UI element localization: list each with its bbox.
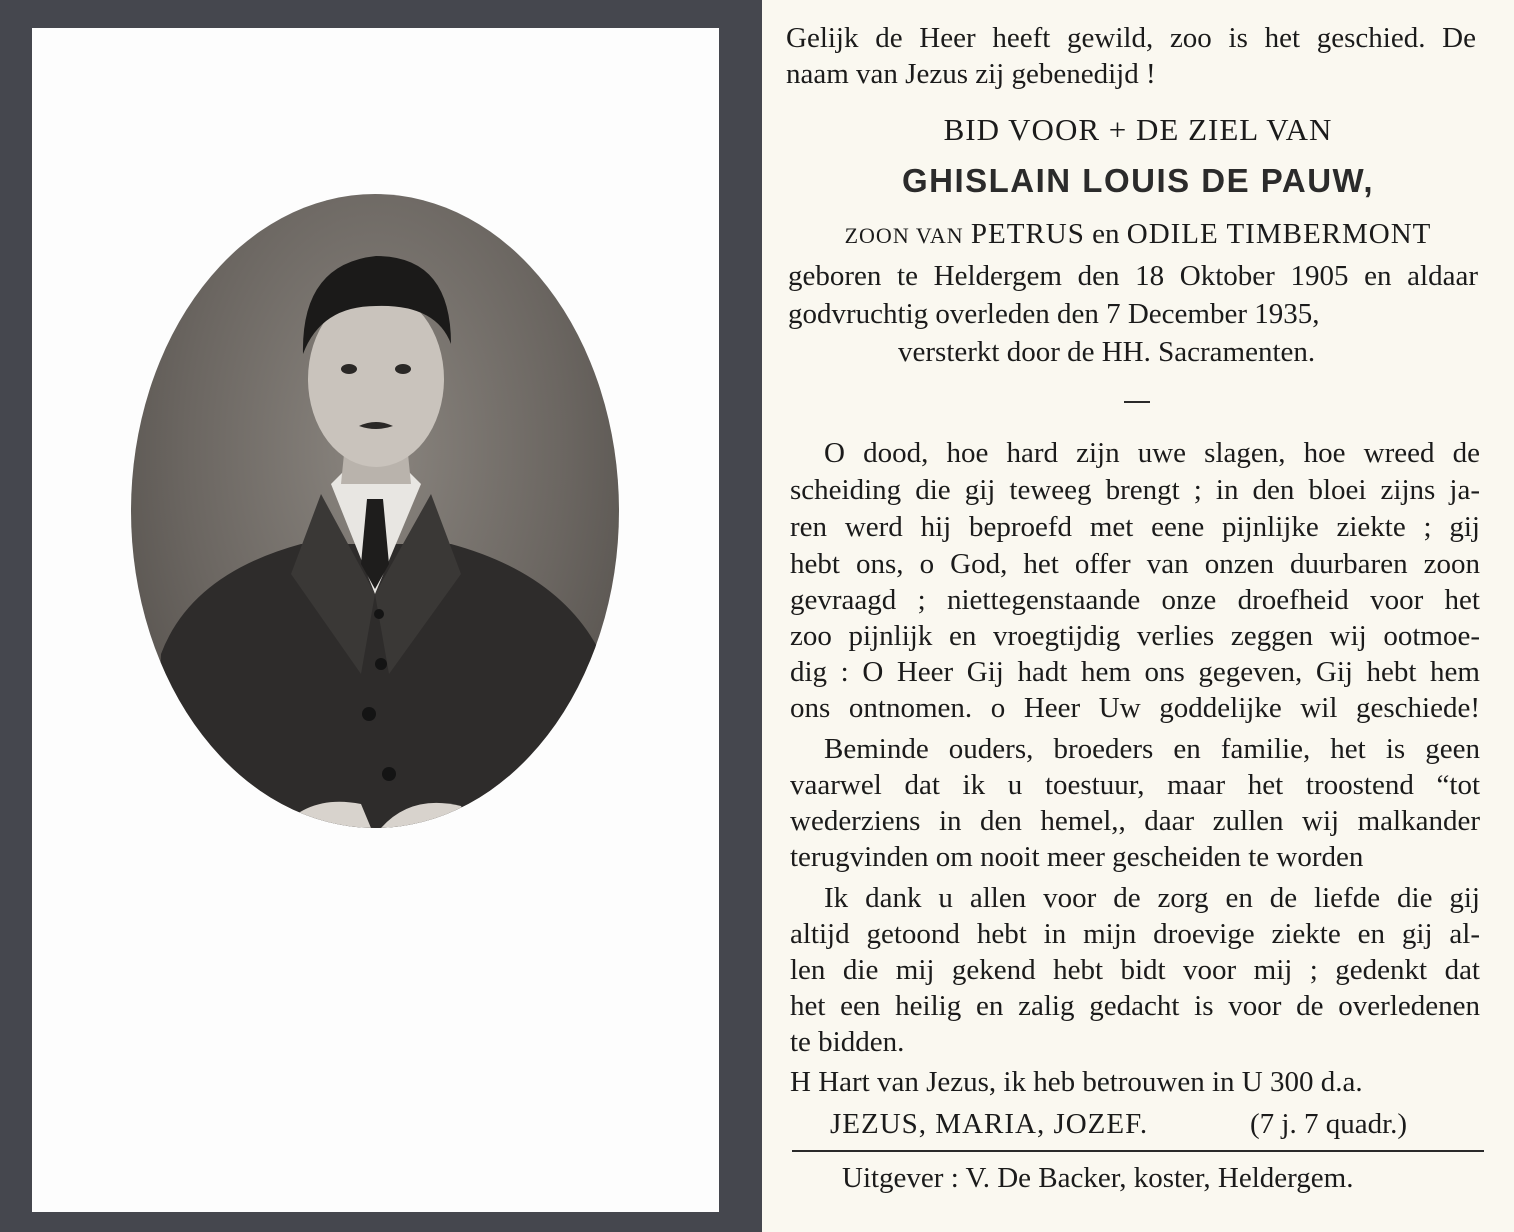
p1-line-7: dig : O Heer Gij hadt hem ons gegeven, Gij hebt hem [790, 656, 1480, 688]
indulgence-line-1: H Hart van Jezus, ik heb betrouwen in U 300 d.a. [790, 1066, 1363, 1098]
text-card [762, 0, 1514, 1232]
p2-line-4: terugvinden om nooit meer gescheiden te worden [790, 841, 1364, 873]
p3-line-4: het een heilig en zalig gedacht is voor de overledenen [790, 990, 1480, 1022]
publisher-line: Uitgever : V. De Backer, koster, Heldergem. [842, 1162, 1354, 1194]
indulgence-line-2-left: JEZUS, MARIA, JOZEF. [830, 1108, 1149, 1140]
p1-line-2: scheiding die gij teweeg brengt ; in den bloei zijns ja- [790, 474, 1480, 506]
p3-line-2: altijd getoond hebt in mijn droevige ziekte en gij al- [790, 918, 1480, 950]
bio-line-2: godvruchtig overleden den 7 December 1935, [788, 298, 1320, 330]
p3-line-3: len die mij gekend hebt bidt voor mij ; gedenkt dat [790, 954, 1480, 986]
portrait-illustration [131, 194, 619, 828]
p1-line-3: ren werd hij beproefd met eene pijnlijke ziekte ; gij [790, 511, 1480, 543]
father-name: PETRUS [970, 218, 1085, 250]
section-rule [1124, 401, 1150, 403]
footer-rule [792, 1150, 1484, 1152]
indulgence-line-2-right: (7 j. 7 quadr.) [1250, 1108, 1408, 1140]
portrait-photo [131, 194, 619, 828]
p1-line-8: ons ontnomen. o Heer Uw goddelijke wil geschiede! [790, 692, 1480, 724]
parents-prefix: ZOON VAN [844, 223, 964, 248]
prayer-title: BID VOOR + DE ZIEL VAN [943, 112, 1333, 147]
photo-mount [32, 28, 719, 1212]
p3-line-5: te bidden. [790, 1026, 905, 1058]
p3-line-1: Ik dank u allen voor de zorg en de liefde die gij [824, 882, 1480, 914]
mother-name: ODILE TIMBERMONT [1126, 218, 1432, 250]
p1-line-4: hebt ons, o God, het offer van onzen duurbaren zoon [790, 548, 1480, 580]
bio-line-3: versterkt door de HH. Sacramenten. [898, 336, 1316, 368]
p2-line-3: wederziens in den hemel,, daar zullen wij malkander [790, 805, 1480, 837]
p2-line-2: vaarwel dat ik u toestuur, maar het troostend “tot [790, 769, 1480, 801]
parents-line [762, 218, 1514, 251]
p1-line-6: zoo pijnlijk en vroegtijdig verlies zeggen wij ootmoe- [790, 620, 1480, 652]
opening-line-1: Gelijk de Heer heeft gewild, zoo is het geschied. De [786, 22, 1476, 54]
bio-line-1: geboren te Heldergem den 18 Oktober 1905 en aldaar [788, 260, 1478, 292]
p2-line-1: Beminde ouders, broeders en familie, het is geen [824, 733, 1480, 765]
parents-conjunction: en [1092, 218, 1120, 250]
deceased-name: GHISLAIN LOUIS DE PAUW, [901, 162, 1375, 199]
p1-line-5: gevraagd ; niettegenstaande onze droefheid voor het [790, 584, 1480, 616]
p1-line-1: O dood, hoe hard zijn uwe slagen, hoe wreed de [824, 437, 1480, 469]
opening-line-2: naam van Jezus zij gebenedijd ! [786, 58, 1156, 90]
